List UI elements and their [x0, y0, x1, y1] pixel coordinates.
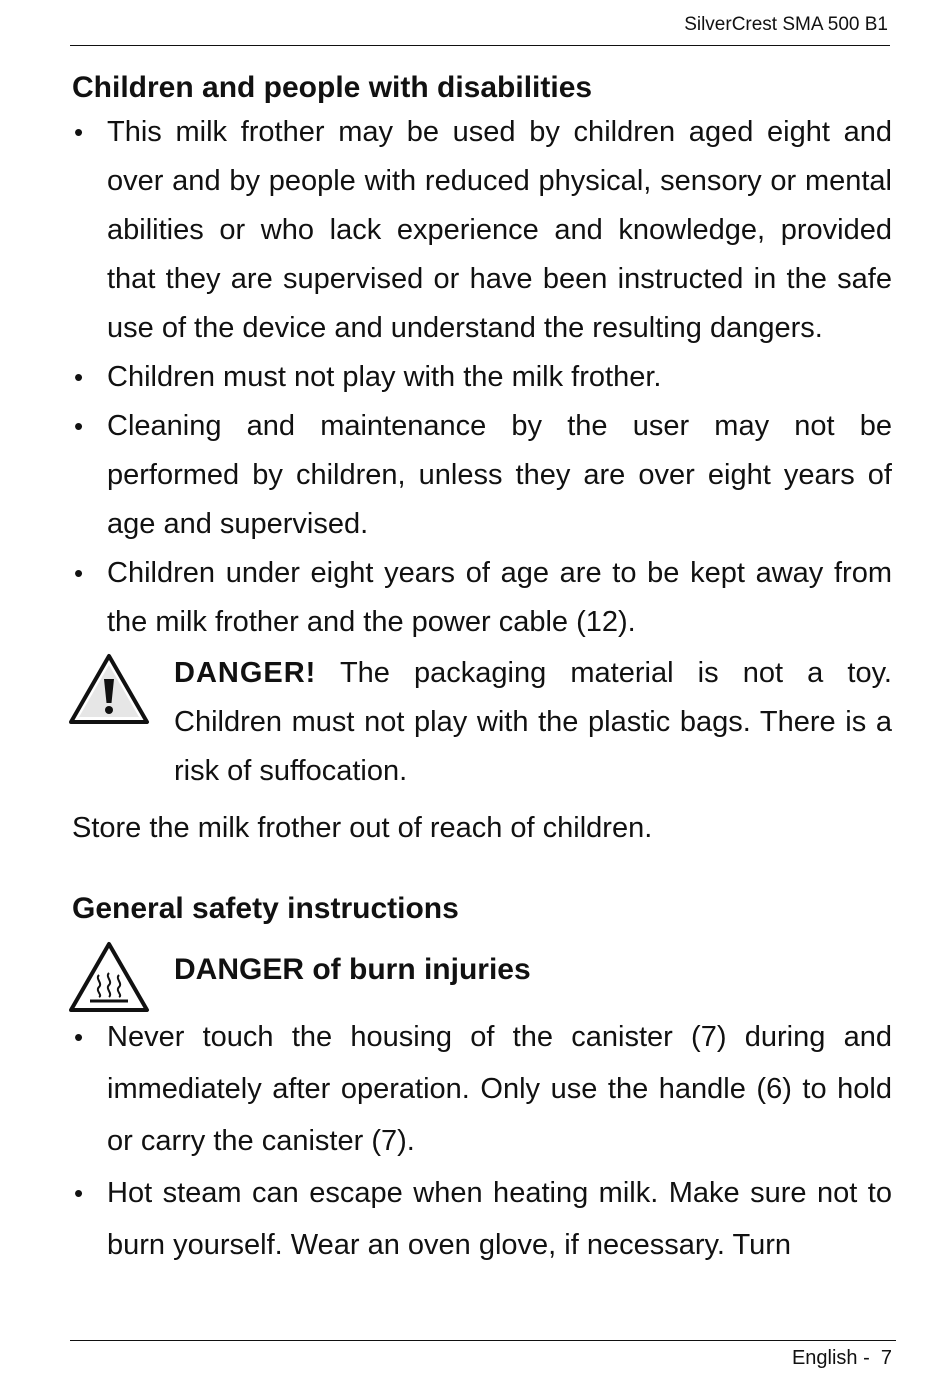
list-item: • Hot steam can escape when heating milk. Make sure not to burn yourself. Wear an oven glove, if necessary. Turn — [72, 1167, 892, 1271]
general-bullet-list — [72, 1011, 892, 1271]
danger-text: The packaging material is not a toy. Children must not play with the plastic bags. There is a risk of suffocation. — [174, 657, 892, 787]
list-item: • Cleaning and maintenance by the user may not be performed by children, unless they are over eight years of age and supervised. — [72, 402, 892, 549]
section-heading-general: General safety instructions — [72, 892, 459, 925]
page-footer — [70, 1340, 896, 1369]
general-safety-section — [72, 889, 892, 1271]
danger-label: DANGER! — [174, 657, 317, 689]
page-content — [72, 68, 892, 1271]
header-title: SilverCrest SMA 500 B1 — [684, 14, 888, 35]
list-item: • Never touch the housing of the canister (7) during and immediately after operation. Only use the handle (6) to hold or carry the canister (7). — [72, 1011, 892, 1167]
page-number: English - 7 — [791, 1347, 892, 1369]
children-bullet-list — [72, 108, 892, 647]
list-item: • Children must not play with the milk frother. — [72, 353, 892, 402]
danger-notice — [72, 649, 892, 796]
warning-exclamation-icon — [68, 653, 150, 725]
burn-warning-title: DANGER of burn injuries — [174, 953, 531, 986]
list-item: • Children under eight years of age are to be kept away from the milk frother and the power cable (12). — [72, 549, 892, 647]
hot-surface-warning-icon — [68, 941, 150, 1013]
page-header — [70, 12, 890, 46]
burn-warning — [72, 941, 892, 1011]
list-item: • This milk frother may be used by children aged eight and over and by people with reduced physical, sensory or mental abilities or who lack experience and knowledge, provided that they are supervised or have been instructed in the safe use of the device and understand the resulting dangers. — [72, 108, 892, 353]
storage-note: Store the milk frother out of reach of children. — [72, 812, 653, 844]
section-heading-children: Children and people with disabilities — [72, 71, 593, 104]
